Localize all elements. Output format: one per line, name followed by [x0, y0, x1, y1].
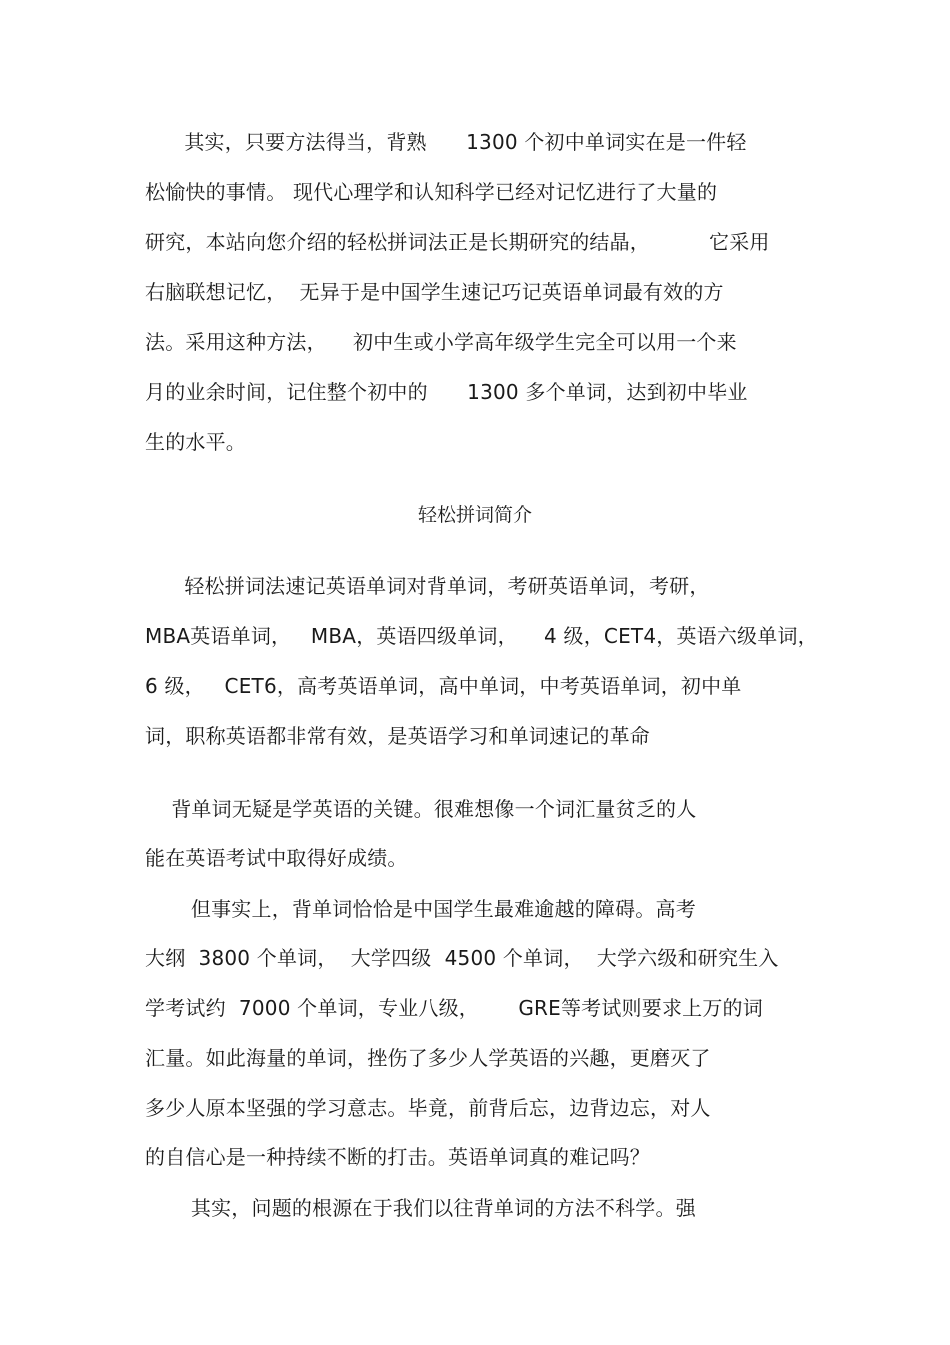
paragraph-1-line-7: 生的水平。: [145, 430, 246, 454]
paragraph-1-line-4: 右脑联想记忆， 无异于是中国学生速记巧记英语单词最有效的方: [145, 280, 724, 304]
paragraph-4-line-1: 但事实上，背单词恰恰是中国学生最难逾越的障碍。高考: [145, 897, 696, 921]
paragraph-4-line-3: 学考试约 7000 个单词，专业八级， GRE等考试则要求上万的词: [145, 996, 763, 1020]
section-heading: 轻松拼词简介: [417, 504, 532, 526]
paragraph-2-line-1: 轻松拼词法速记英语单词对背单词，考研英语单词，考研，: [145, 574, 710, 598]
paragraph-1-line-1: 其实，只要方法得当，背熟 1300 个初中单词实在是一件轻: [145, 130, 747, 154]
paragraph-5-line-1: 其实，问题的根源在于我们以往背单词的方法不科学。强: [145, 1196, 696, 1220]
paragraph-1-line-5: 法。采用这种方法， 初中生或小学高年级学生完全可以用一个来: [145, 330, 737, 354]
paragraph-2-line-3: 6 级， CET6，高考英语单词，高中单词，中考英语单词，初中单: [145, 674, 742, 698]
paragraph-4-line-2: 大纲 3800 个单词， 大学四级 4500 个单词， 大学六级和研究生入: [145, 946, 779, 970]
paragraph-2-line-4: 词，职称英语都非常有效，是英语学习和单词速记的革命: [145, 724, 650, 748]
paragraph-1-line-2: 松愉快的事情。 现代心理学和认知科学已经对记忆进行了大量的: [145, 180, 718, 204]
paragraph-2-line-2: MBA英语单词， MBA，英语四级单词， 4 级，CET4，英语六级单词，: [145, 624, 818, 648]
paragraph-4-line-5: 多少人原本坚强的学习意志。毕竟，前背后忘，边背边忘，对人: [145, 1096, 711, 1120]
paragraph-1-line-6: 月的业余时间，记住整个初中的 1300 多个单词，达到初中毕业: [145, 380, 748, 404]
paragraph-3-line-2: 能在英语考试中取得好成绩。: [145, 846, 408, 870]
paragraph-4-line-4: 汇量。如此海量的单词，挫伤了多少人学英语的兴趣，更磨灭了: [145, 1046, 711, 1070]
paragraph-1-line-3: 研究，本站向您介绍的轻松拼词法正是长期研究的结晶， 它采用: [145, 230, 770, 254]
paragraph-4-line-6: 的自信心是一种持续不断的打击。英语单词真的难记吗？: [145, 1145, 650, 1169]
paragraph-3-line-1: 背单词无疑是学英语的关键。很难想像一个词汇量贫乏的人: [145, 797, 697, 821]
